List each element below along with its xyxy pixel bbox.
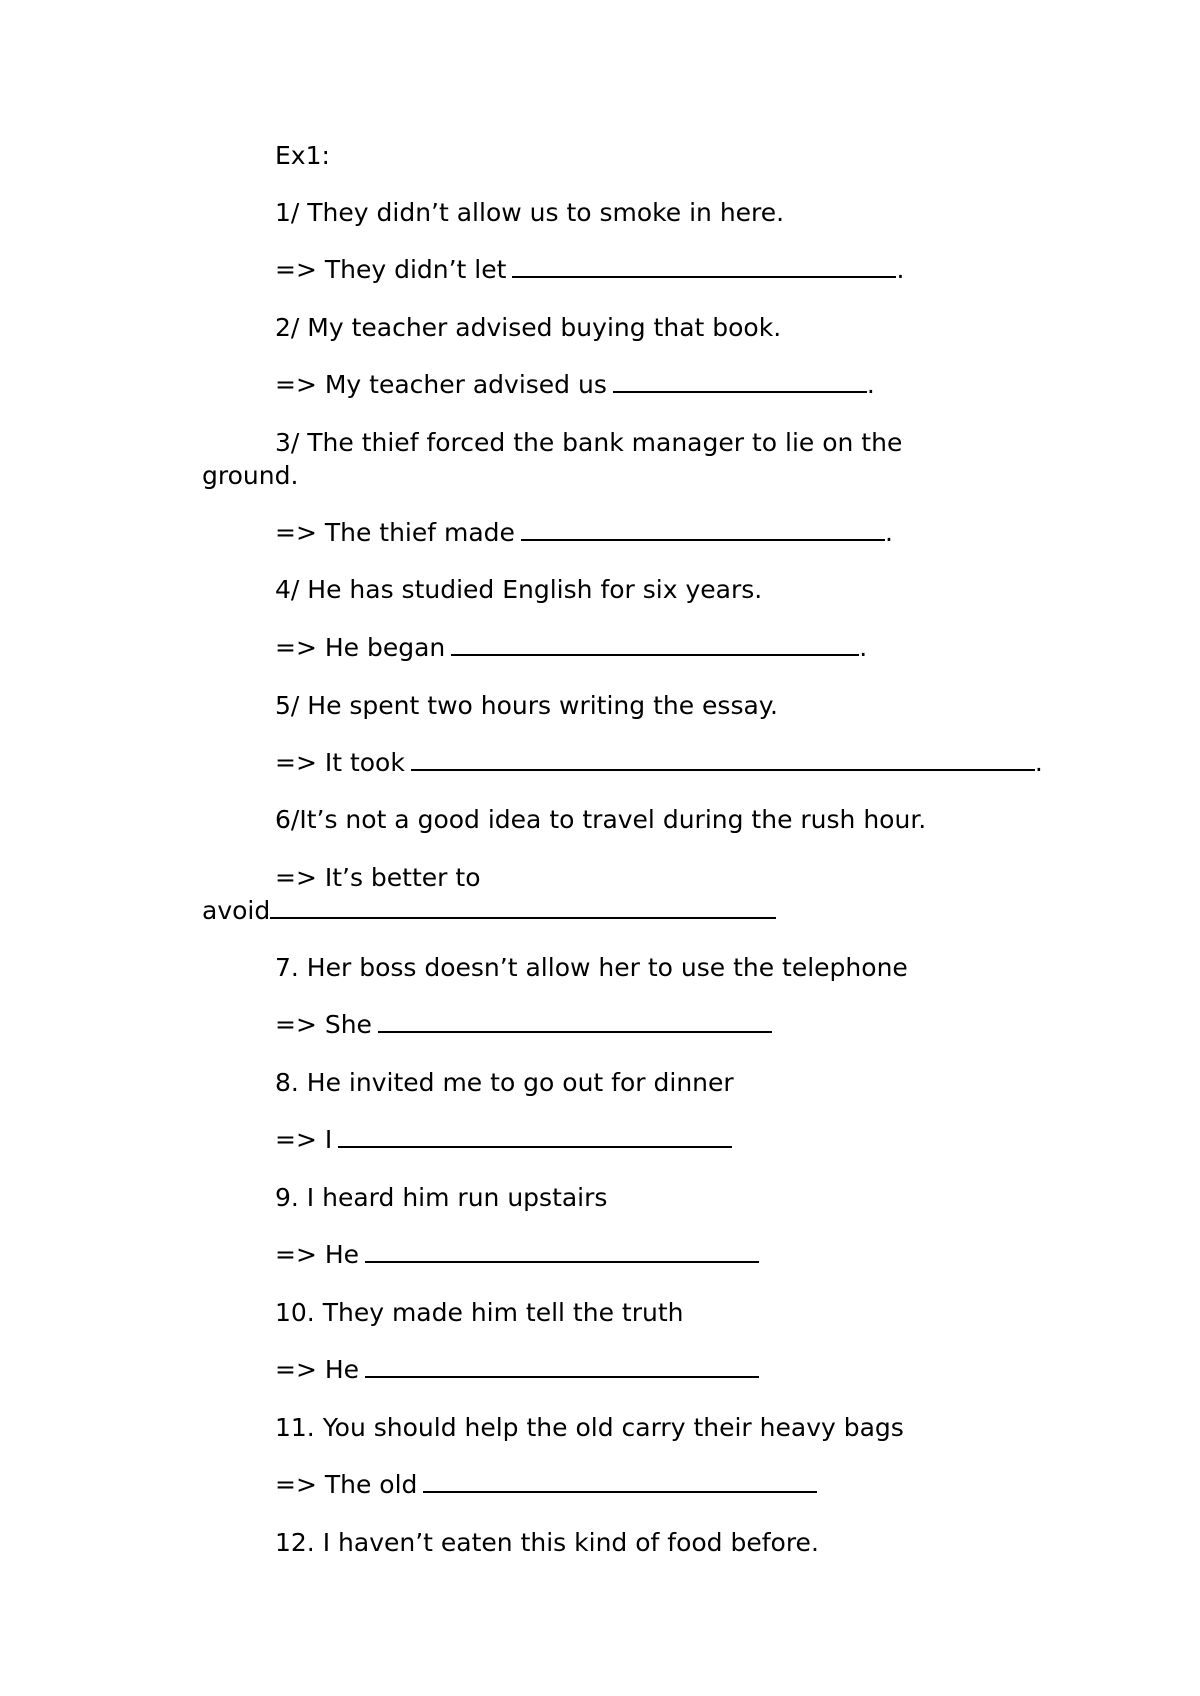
question-6-answer-line2 <box>202 895 776 927</box>
question-4-blank[interactable] <box>451 632 859 656</box>
question-7-answer <box>275 1009 772 1041</box>
question-7-prompt: 7. Her boss doesn’t allow her to use the telephone <box>275 953 908 982</box>
question-1-answer-start: => They didn’t let <box>275 255 507 284</box>
question-4-prompt: 4/ He has studied English for six years. <box>275 575 763 604</box>
question-9-answer <box>275 1239 759 1271</box>
question-2-answer-end: . <box>866 370 875 399</box>
exercise-heading: Ex1: <box>275 141 330 170</box>
question-2-answer <box>275 369 875 401</box>
question-12-prompt: 12. I haven’t eaten this kind of food before. <box>275 1528 819 1557</box>
question-2-prompt: 2/ My teacher advised buying that book. <box>275 313 782 342</box>
question-6-blank[interactable] <box>270 895 776 919</box>
question-5-prompt: 5/ He spent two hours writing the essay. <box>275 691 778 720</box>
question-3-prompt-line2: ground. <box>202 461 299 490</box>
question-3-answer-start: => The thief made <box>275 518 515 547</box>
question-5-answer-start: => It took <box>275 748 405 777</box>
question-3-prompt-line1: 3/ The thief forced the bank manager to lie on the <box>275 428 903 457</box>
question-11-answer-start: => The old <box>275 1470 418 1499</box>
question-9-prompt: 9. I heard him run upstairs <box>275 1183 608 1212</box>
question-6-answer-line1: => It’s better to <box>275 863 481 892</box>
question-5-answer <box>275 747 1043 779</box>
question-9-answer-start: => He <box>275 1240 360 1269</box>
question-6-answer-start: avoid <box>202 896 271 925</box>
question-3-blank[interactable] <box>521 517 885 541</box>
question-6-prompt: 6/It’s not a good idea to travel during the rush hour. <box>275 805 927 834</box>
question-7-answer-start: => She <box>275 1010 372 1039</box>
question-10-blank[interactable] <box>365 1354 759 1378</box>
question-5-blank[interactable] <box>411 747 1035 771</box>
question-7-blank[interactable] <box>378 1009 772 1033</box>
question-8-answer <box>275 1124 732 1156</box>
question-1-answer-end: . <box>896 255 905 284</box>
question-8-answer-start: => I <box>275 1125 333 1154</box>
question-5-answer-end: . <box>1034 748 1043 777</box>
question-11-blank[interactable] <box>423 1469 817 1493</box>
question-1-answer <box>275 254 904 286</box>
question-2-answer-start: => My teacher advised us <box>275 370 607 399</box>
question-11-answer <box>275 1469 817 1501</box>
question-8-prompt: 8. He invited me to go out for dinner <box>275 1068 734 1097</box>
question-9-blank[interactable] <box>365 1239 759 1263</box>
question-3-answer-end: . <box>884 518 893 547</box>
question-2-blank[interactable] <box>613 369 867 393</box>
question-4-answer-end: . <box>859 633 868 662</box>
question-1-prompt: 1/ They didn’t allow us to smoke in here. <box>275 198 785 227</box>
question-8-blank[interactable] <box>338 1124 732 1148</box>
question-10-answer-start: => He <box>275 1355 360 1384</box>
question-4-answer-start: => He began <box>275 633 446 662</box>
question-11-prompt: 11. You should help the old carry their heavy bags <box>275 1413 904 1442</box>
question-4-answer <box>275 632 867 664</box>
question-10-answer <box>275 1354 759 1386</box>
question-10-prompt: 10. They made him tell the truth <box>275 1298 684 1327</box>
question-1-blank[interactable] <box>512 254 896 278</box>
question-3-answer <box>275 517 893 549</box>
